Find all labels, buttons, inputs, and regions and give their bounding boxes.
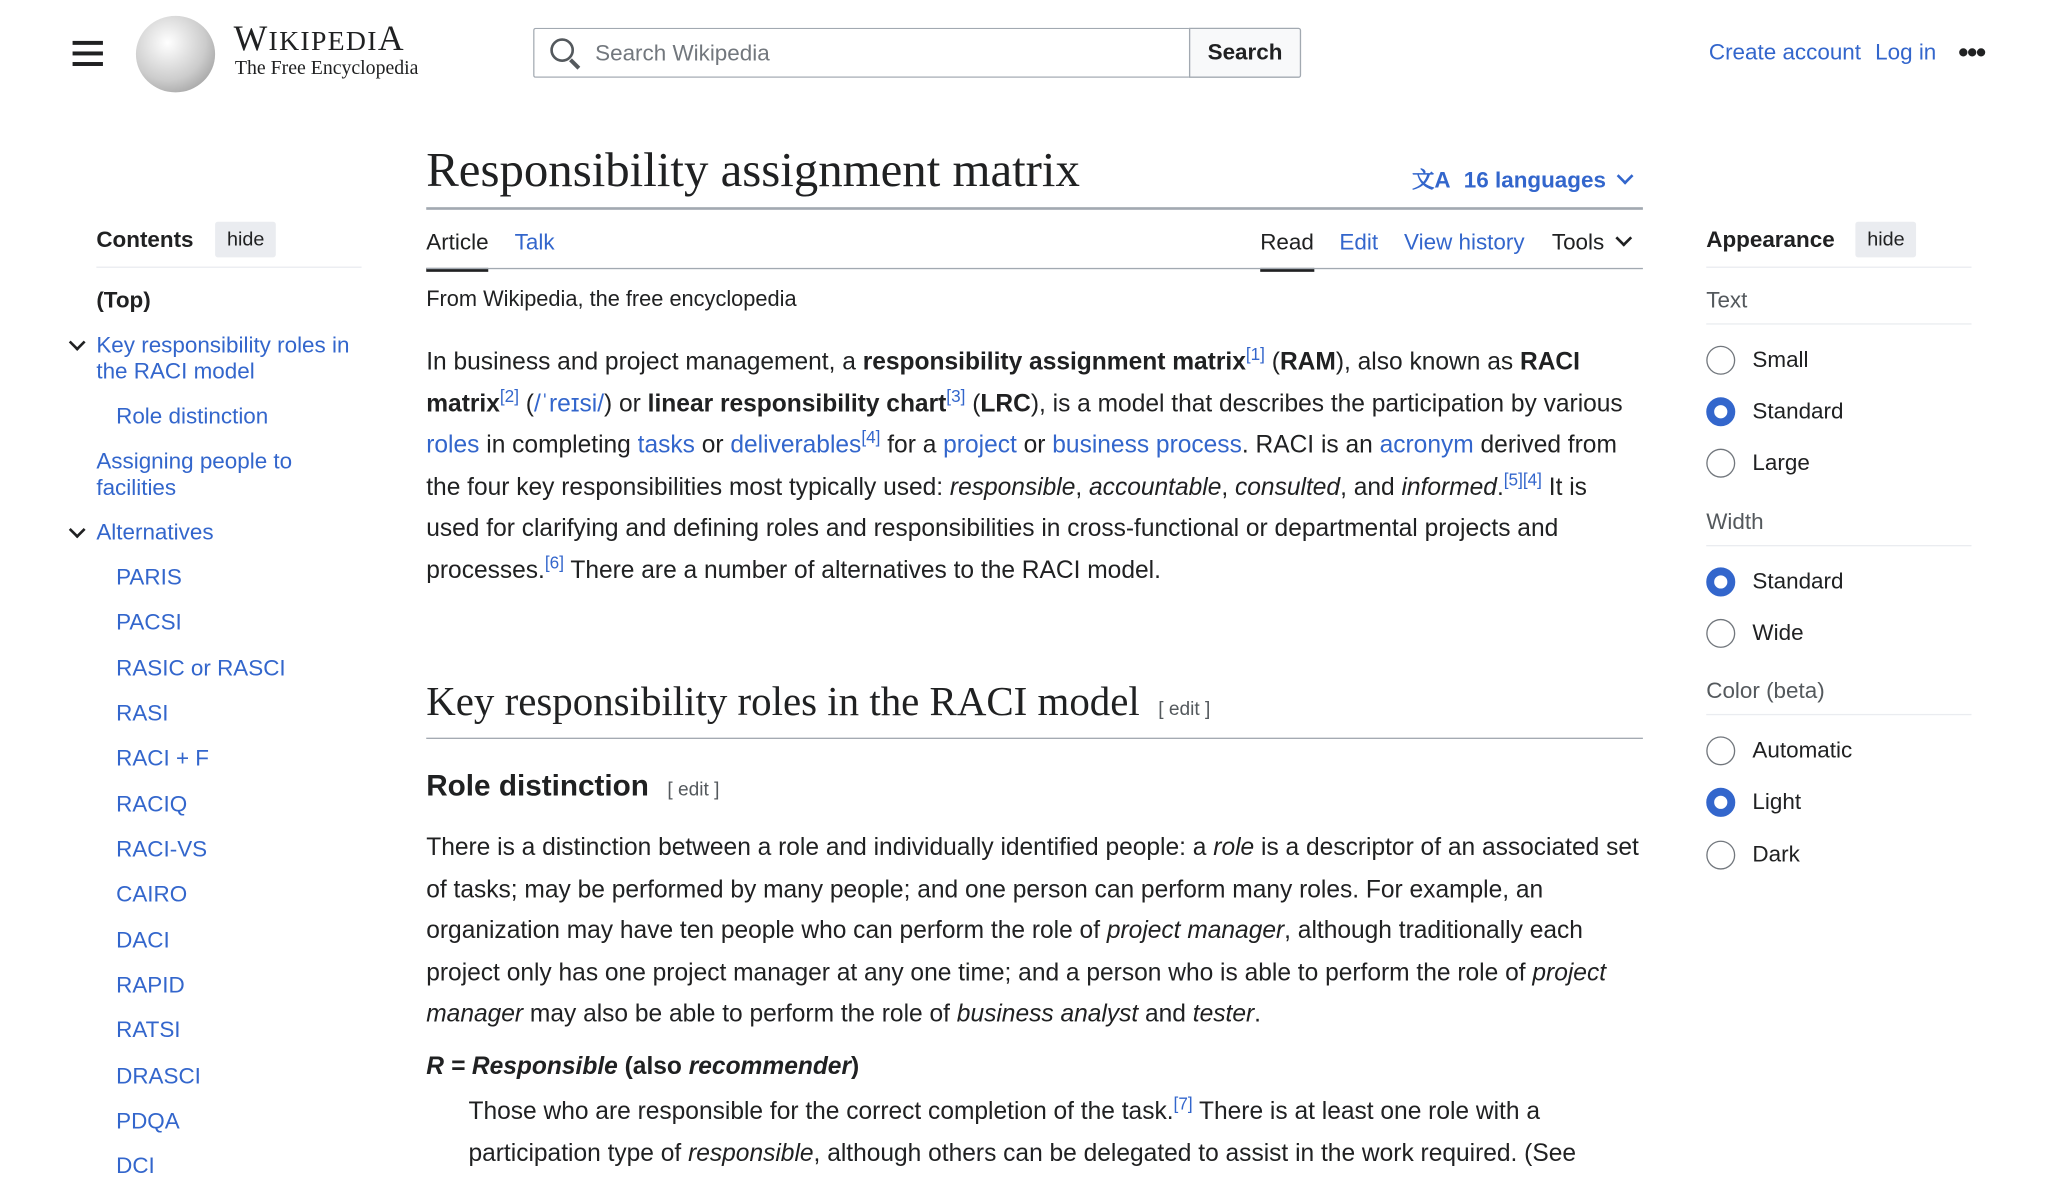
tab-article[interactable]: Article (426, 230, 488, 272)
role-distinction-paragraph (426, 826, 1643, 1034)
site-subtitle: From Wikipedia, the free encyclopedia (426, 287, 797, 312)
radio-label[interactable]: Standard (1752, 398, 1844, 424)
text-span: There is a distinction between a role and individually identified people: a (426, 832, 1214, 861)
citation-link[interactable]: [2] (499, 385, 519, 406)
toc-item[interactable]: RATSI (116, 1017, 181, 1043)
text-span: Those who are responsible for the correct completion of the task. (468, 1096, 1174, 1125)
wikipedia-wordmark[interactable]: WIKIPEDIA (233, 18, 405, 59)
radio-label[interactable]: Dark (1752, 841, 1800, 867)
italic-text: consulted (1235, 471, 1341, 500)
text-span: or (1016, 430, 1053, 458)
section-heading (426, 678, 1210, 726)
search-input[interactable] (593, 40, 1179, 69)
page-title: Responsibility assignment matrix (426, 143, 1080, 198)
text-span: , although traditionally each project only has one project manager at any one time; and a person who is able to perform the role of (426, 915, 1583, 986)
article-link[interactable]: acronym (1379, 430, 1474, 458)
text-label: Text (1706, 287, 1748, 313)
italic-text: business analyst (956, 998, 1139, 1027)
radio-label[interactable]: Light (1752, 789, 1802, 815)
citation-link[interactable]: [3] (946, 385, 966, 406)
italic-text: informed (1401, 471, 1497, 500)
text-span: for a (880, 430, 944, 458)
text-span: In business and project management, a (426, 347, 863, 375)
languages-label: 16 languages (1463, 167, 1606, 193)
article-link[interactable]: project (943, 430, 1017, 458)
radio-small[interactable] (1706, 346, 1735, 375)
italic-text: responsible (949, 471, 1076, 500)
create-account-link[interactable]: Create account (1708, 39, 1862, 65)
search-box[interactable] (533, 28, 1189, 78)
citation-link[interactable]: [5][4] (1503, 468, 1542, 489)
edit-section-link[interactable]: [ edit ] (1158, 699, 1211, 721)
radio-dark[interactable] (1706, 841, 1735, 870)
italic-text: tester (1192, 998, 1255, 1027)
radio-label[interactable]: Large (1752, 449, 1810, 476)
toc-item[interactable]: RAPID (116, 972, 185, 998)
text-span: , (1075, 471, 1090, 500)
italic-text: project manager (1106, 915, 1285, 944)
toc-item[interactable]: DRASCI (116, 1063, 201, 1089)
bold-italic-text: recommender (688, 1051, 852, 1080)
appearance-heading: Appearance (1706, 226, 1835, 253)
log-in-link[interactable]: Log in (1875, 39, 1937, 65)
toc-item[interactable]: (Top) (96, 287, 151, 313)
toc-item[interactable]: PDQA (116, 1108, 180, 1134)
italic-text: project manager (426, 957, 1607, 1027)
tab-talk[interactable]: Talk (514, 229, 555, 255)
text-span: ), is a model that describes the participation by various (1030, 388, 1623, 417)
text-span: There is at least one role with a participation type of (468, 1096, 1540, 1166)
article-link[interactable]: roles (426, 430, 480, 458)
tab-edit[interactable]: Edit (1339, 229, 1379, 255)
radio-large[interactable] (1706, 449, 1735, 478)
search-button[interactable]: Search (1189, 28, 1301, 78)
text-span: derived from the four key responsibilities most typically used: (426, 430, 1617, 500)
color-label: Color (beta) (1706, 678, 1825, 704)
text-span: and (1138, 998, 1193, 1027)
bold-text: RAM (1279, 347, 1336, 375)
toc-item[interactable]: RASI (116, 700, 169, 726)
text-span: ), also known as (1335, 347, 1520, 375)
toc-item[interactable]: Assigning people to facilities (96, 448, 293, 501)
text-span: ( (1264, 347, 1280, 375)
toc-item[interactable]: PACSI (116, 609, 182, 635)
divider (1706, 323, 1971, 324)
hide-contents-button[interactable]: hide (215, 222, 276, 258)
radio-label[interactable]: Automatic (1752, 737, 1853, 763)
article-link[interactable]: deliverables (730, 430, 862, 458)
text-span: in completing (479, 430, 638, 458)
italic-text: responsible (688, 1138, 814, 1166)
bold-italic-text: R = Responsible (426, 1051, 618, 1080)
toc-item[interactable]: RACIQ (116, 791, 188, 817)
article-link[interactable]: tasks (637, 430, 695, 458)
wikipedia-tagline: The Free Encyclopedia (234, 58, 419, 80)
tools-label: Tools (1551, 229, 1605, 255)
article-link[interactable]: business process (1052, 430, 1242, 458)
text-span: , and (1340, 471, 1402, 500)
toc-item[interactable]: DCI (116, 1153, 155, 1179)
radio-automatic[interactable] (1706, 736, 1735, 765)
text-span: or (694, 430, 731, 458)
divider (1706, 714, 1971, 715)
toc-item[interactable]: RACI + F (116, 745, 209, 771)
toc-toggle-chevron-icon[interactable] (69, 334, 86, 351)
text-span: It is used for clarifying and defining roles and responsibilities in cross-functional or departmental projects and processes. (426, 471, 1587, 583)
text-span: . (1496, 471, 1504, 500)
wikipedia-logo[interactable] (136, 16, 215, 93)
heading-text: Key responsibility roles in the RACI model (426, 678, 1140, 725)
chevron-down-icon (1617, 168, 1634, 185)
text-span: is a descriptor of an associated set of tasks; may be performed by many people; and one person can perform many roles. For example, an organization may have ten people who can perform the role of (426, 832, 1639, 944)
intro-paragraph (426, 340, 1643, 589)
definition-description (468, 1090, 1642, 1173)
toc-item[interactable]: Key responsibility roles in the RACI model (96, 332, 350, 385)
text-span: , although others can be delegated to assist in the work required. (See (813, 1138, 1577, 1166)
radio-light[interactable] (1706, 788, 1735, 817)
tab-read[interactable]: Read (1260, 230, 1314, 272)
radio-wide[interactable] (1706, 619, 1735, 648)
citation-link[interactable]: [1] (1245, 344, 1265, 364)
search-icon (550, 38, 574, 62)
article-link[interactable]: /ˈreɪsi/ (533, 388, 605, 417)
text-span: may also be able to perform the role of (523, 998, 957, 1027)
bold-text: linear responsibility chart (647, 388, 947, 417)
citation-link[interactable]: [4] (861, 427, 881, 448)
citation-link[interactable]: [7] (1173, 1093, 1193, 1114)
translate-icon: 文A (1411, 167, 1451, 193)
citation-link[interactable]: [6] (544, 552, 564, 572)
toc-item[interactable]: Role distinction (116, 403, 269, 429)
radio-standard[interactable] (1706, 397, 1735, 426)
text-span: There are a number of alternatives to the RACI model. (563, 554, 1161, 583)
definition-term (426, 1045, 1643, 1087)
italic-text: role (1213, 832, 1255, 861)
bold-text: responsibility assignment matrix (862, 347, 1246, 375)
text-span: ( (518, 388, 534, 417)
text-span: ( (965, 388, 981, 417)
heading-text: Role distinction (426, 769, 649, 803)
bold-text: LRC (980, 388, 1031, 417)
bold-text: RACI matrix (426, 347, 1580, 417)
bold-text: (also (617, 1051, 689, 1080)
edit-section-link[interactable]: [ edit ] (667, 779, 720, 801)
more-options-icon[interactable]: ••• (1958, 35, 1985, 69)
toc-item[interactable]: DACI (116, 927, 170, 953)
width-label: Width (1706, 509, 1764, 535)
radio-label[interactable]: Standard (1752, 568, 1844, 594)
tools-menu[interactable] (1552, 230, 1629, 256)
contents-heading: Contents (96, 226, 194, 253)
main-menu-button[interactable] (73, 41, 103, 66)
language-button[interactable] (1412, 161, 1631, 194)
text-span: . (1254, 998, 1261, 1027)
toc-toggle-chevron-icon[interactable] (69, 521, 86, 538)
tab-view-history[interactable]: View history (1404, 229, 1525, 255)
chevron-down-icon (1615, 230, 1632, 247)
divider (1706, 545, 1971, 546)
radio-label[interactable]: Wide (1752, 620, 1804, 646)
italic-text: accountable (1089, 471, 1222, 500)
text-span: , (1221, 471, 1236, 500)
toc-item[interactable]: CAIRO (116, 881, 188, 907)
toc-item[interactable]: Alternatives (96, 519, 214, 545)
hide-appearance-button[interactable]: hide (1855, 222, 1916, 258)
text-span: ) or (604, 388, 648, 417)
radio-label[interactable]: Small (1752, 347, 1809, 373)
bold-text: ) (851, 1051, 860, 1080)
text-span: . RACI is an (1241, 430, 1380, 458)
radio-standard[interactable] (1706, 567, 1735, 596)
subsection-heading (426, 769, 719, 803)
toc-item[interactable]: PARIS (116, 564, 182, 590)
toc-item[interactable]: RACI-VS (116, 836, 208, 862)
toc-item[interactable]: RASIC or RASCI (116, 655, 286, 681)
